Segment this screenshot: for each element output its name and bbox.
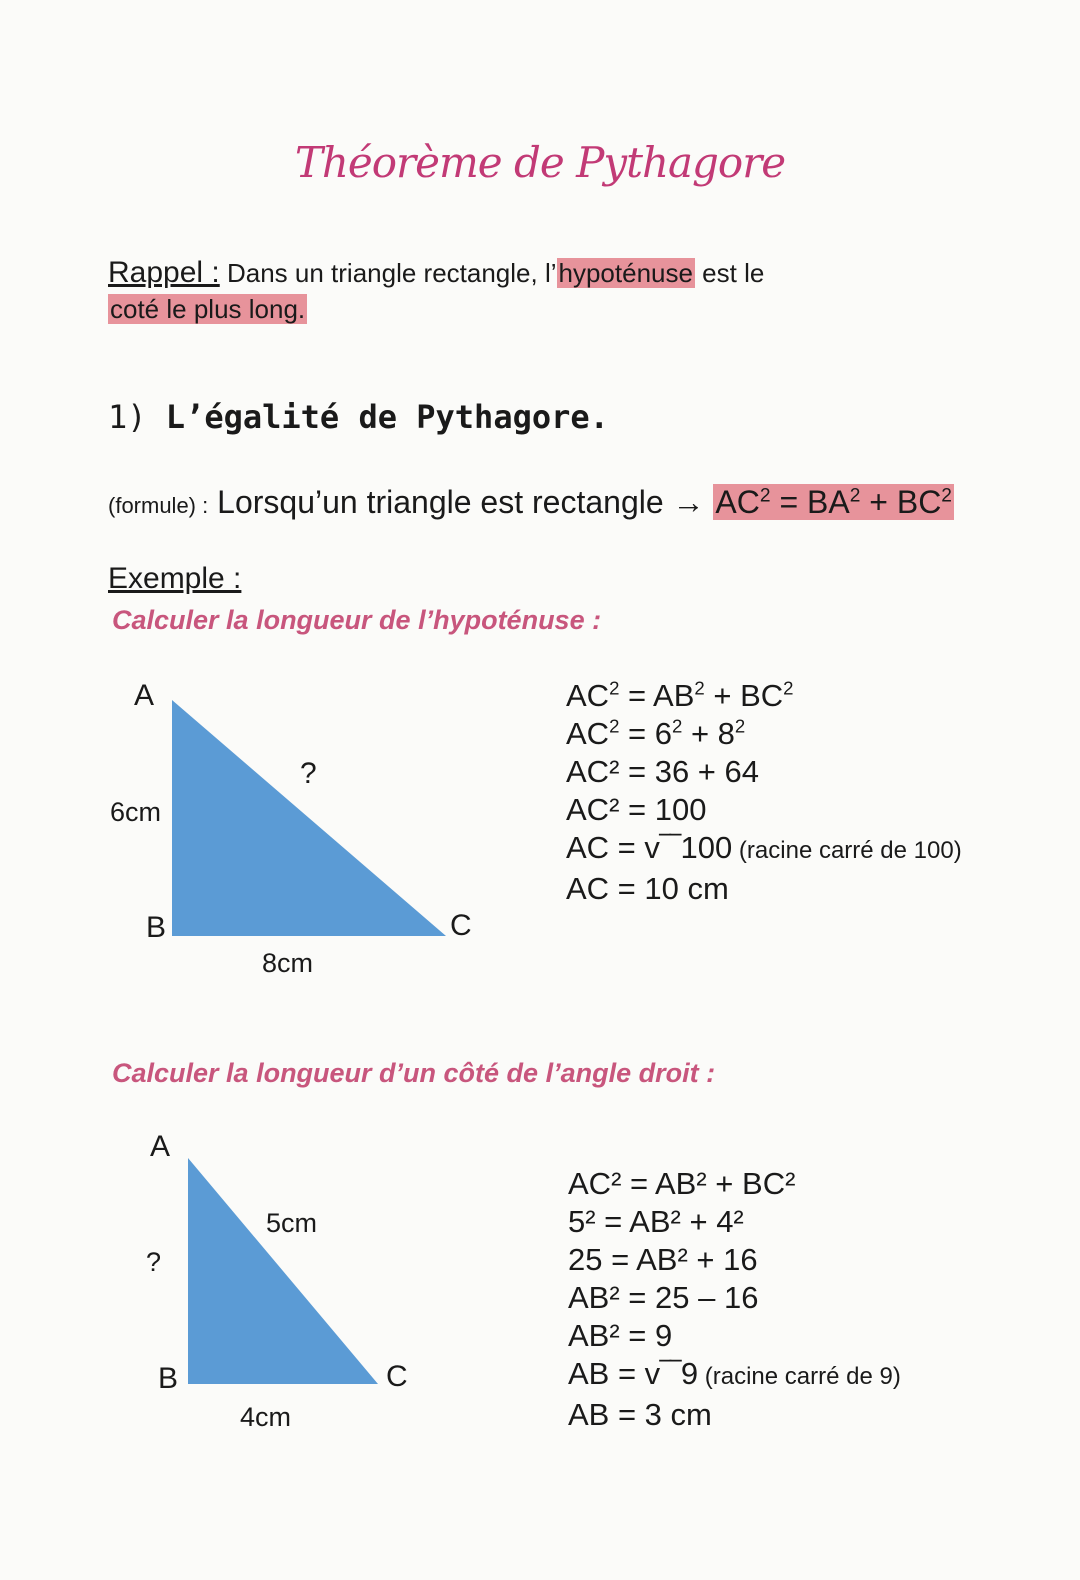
example2-triangle-svg — [180, 1150, 390, 1400]
rappel-text-after: est le — [694, 258, 765, 288]
example2-subtitle: Calculer la longueur d’un côté de l’angle droit : — [112, 1058, 716, 1088]
example1-label-left-side: 6cm — [110, 797, 162, 827]
example1-triangle-svg — [160, 690, 460, 950]
example1-label-hyp: ? — [300, 757, 317, 790]
example1-step: $AC^2 = 6^2 + 8^2$ — [566, 715, 746, 751]
example1-subtitle: Calculer la longueur de l’hypoténuse : — [112, 605, 602, 635]
rappel-block — [108, 255, 764, 327]
exemple-label: Exemple : — [108, 562, 242, 595]
example1-step: AC² = 100 — [566, 792, 707, 827]
example1-label-c: C — [450, 909, 472, 942]
example2-label-left-side: ? — [146, 1247, 162, 1277]
example2-step: AB² = 25 – 16 — [568, 1280, 759, 1315]
example2-triangle — [188, 1158, 378, 1384]
example1-label-bottom-side: 8cm — [262, 948, 314, 978]
example1-step: AC² = 36 + 64 — [566, 754, 760, 789]
formule-line — [108, 484, 954, 521]
example2-calculation — [568, 1165, 901, 1434]
formule-text: Lorsqu’un triangle est rectangle → — [217, 484, 705, 520]
example2-label-b: B — [158, 1362, 179, 1395]
page-title: Théorème de Pythagore — [294, 138, 786, 187]
rappel-label: Rappel : — [108, 256, 220, 289]
example1-step: AC = 10 cm — [566, 871, 729, 906]
example1-label-a: A — [134, 679, 155, 712]
formule-label: (formule) : — [108, 493, 209, 518]
section-title: L’égalité de Pythagore. — [165, 398, 609, 436]
example2-label-c: C — [386, 1360, 408, 1393]
example1-triangle — [172, 700, 446, 936]
example1-calculation — [566, 677, 962, 908]
section-number: 1) — [108, 398, 147, 436]
example1-step: AC = v‾‾100 (racine carré de 100) — [566, 830, 962, 865]
example2-label-bottom-side: 4cm — [240, 1402, 292, 1432]
example2-label-hyp: 5cm — [266, 1208, 318, 1238]
example2-step: AB = v‾‾9 (racine carré de 9) — [568, 1356, 901, 1391]
rappel-highlight-longest: coté le plus long. — [110, 294, 306, 324]
example1-step: $AC^2 = AB^2 + BC^2$ — [566, 677, 794, 713]
example2-step: 5² = AB² + 4² — [568, 1204, 744, 1239]
example2-step: AB = 3 cm — [568, 1397, 712, 1432]
example2-label-a: A — [150, 1130, 171, 1163]
rappel-text: Dans un triangle rectangle, l’ — [219, 258, 557, 288]
formule-equation: $AC^2 = BA^2 + BC^2$ — [715, 484, 952, 520]
example2-step: 25 = AB² + 16 — [568, 1242, 758, 1277]
example2-step: AB² = 9 — [568, 1318, 673, 1353]
rappel-highlight-hypotenuse: hypoténuse — [558, 258, 693, 288]
example2-step: AC² = AB² + BC² — [568, 1166, 796, 1201]
section-heading — [108, 398, 609, 436]
example1-label-b: B — [146, 911, 167, 944]
